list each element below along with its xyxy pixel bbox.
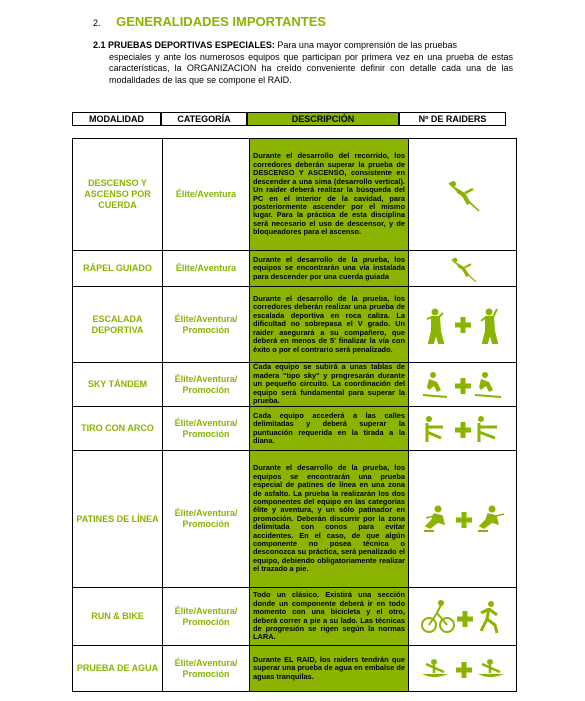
categoria-cell: Élite/Aventura/ Promoción [163, 287, 250, 363]
subsection-title: PRUEBAS DEPORTIVAS ESPECIALES: [108, 40, 275, 50]
table-row [73, 139, 517, 251]
descripcion-cell: Durante el desarrollo de la prueba, los equipos se encontrarán una prueba especial de patines de línea en una zona de asfalto. La prueba la realizarán los dos componentes del equipo en las categorías élite y aventura, y un sólo patinador en promoción. Deberán discurrir por la zona delimitada con conos para evitar accidentes. En el caso, de que algún componente no posea técnica o desconozca su práctica, será penalizado el equipo, debiendo obligatoriamente realizar el trazado a pie. [253, 463, 405, 574]
archers-pair-icon [421, 414, 505, 444]
table-header [72, 112, 506, 126]
rope-climber-icon [447, 253, 479, 285]
categoria-cell: Élite/Aventura [163, 139, 250, 251]
descripcion-cell: Cada equipo se subirá a unas tablas de madera "tipo sky" y progresarán durante un pequeño circuito. La coordinación del equipo será fundamental para superar la prueba. [253, 362, 405, 406]
table-row [73, 363, 517, 407]
modalidad-cell: SKY TÁNDEM [73, 363, 163, 407]
table-row [73, 251, 517, 287]
skiers-pair-icon [421, 370, 505, 400]
modalidad-cell: TIRO CON ARCO [73, 407, 163, 451]
section-heading [93, 14, 326, 29]
subsection-intro [93, 40, 513, 86]
climbers-pair-icon [423, 305, 503, 345]
table-row [73, 287, 517, 363]
paddlers-pair-icon [420, 656, 506, 682]
rope-climber-icon [443, 175, 483, 215]
modalidad-cell: PRUEBA DE AGUA [73, 646, 163, 692]
subsection-number: 2.1 [93, 40, 106, 50]
categoria-cell: Élite/Aventura/ Promoción [163, 451, 250, 588]
table-row [73, 451, 517, 588]
descripcion-cell: Durante EL RAID, los raiders tendrán que superar una prueba de agua en embalse de aguas tranquilas. [253, 654, 405, 681]
skaters-pair-icon [420, 504, 506, 534]
categoria-cell: Élite/Aventura/ Promoción [163, 588, 250, 646]
modalidad-cell: RÁPEL GUIADO [73, 251, 163, 287]
table-row [73, 407, 517, 451]
modalidad-cell: DESCENSO Y ASCENSO POR CUERDA [73, 139, 163, 251]
categoria-cell: Élite/Aventura/ Promoción [163, 646, 250, 692]
descripcion-cell: Todo un clásico. Existirá una sección donde un componente deberá ir en todo momento con una bicicleta y el otro, deberá correr a pie a su lado. Las técnicas de progresión se rigen según la normas LARA. [253, 590, 405, 642]
header-categoria: CATEGORÍA [161, 112, 247, 126]
subsection-text-1: Para una mayor comprensión de las pruebas [277, 40, 458, 50]
subsection-text-2: especiales y ante los numerosos equipos que participan por primera vez en una prueba de estas características, la ORGANIZACION ha creído conveniente definir con detalle cada una de las modalidades de las que se compone el RAID. [109, 51, 513, 85]
section-number: 2. [93, 18, 101, 28]
descripcion-cell: Durante el desarrollo de la prueba, los equipos se encontrarán una vía instalada para descender por una cuerda guiada [253, 254, 405, 281]
bike-runner-icon [421, 599, 505, 635]
modalidad-cell: RUN & BIKE [73, 588, 163, 646]
categoria-cell: Élite/Aventura/ Promoción [163, 363, 250, 407]
modalidad-cell: PATINES DE LÍNEA [73, 451, 163, 588]
descripcion-cell: Durante el desarrollo de la prueba, los corredores deberán realizar una prueba de escalada deportiva en roca caliza. La dificultad no sobrepasa el V grado. Un raider asegurará a su compañero, que deberá en menos de 5' finalizar la vía con éxito o por el contrario será penalizado. [253, 294, 405, 354]
categoria-cell: Élite/Aventura/ Promoción [163, 407, 250, 451]
header-descripcion: DESCRIPCIÓN [247, 112, 399, 126]
header-modalidad: MODALIDAD [72, 112, 161, 126]
section-title: GENERALIDADES IMPORTANTES [116, 14, 327, 29]
table-row [73, 646, 517, 692]
categoria-cell: Élite/Aventura [163, 251, 250, 287]
modalities-table [72, 138, 517, 692]
table-row [73, 588, 517, 646]
header-raiders: Nº DE RAIDERS [399, 112, 506, 126]
descripcion-cell: Durante el desarrollo del recorrido, los corredores deberán superar la prueba de DESCENSO Y ASCENSO, consistente en descender a una sima (desarrollo vertical). Un raider deberá realizar la búsqueda del PC en el interior de la cavidad, para posteriormente ascender por el mismo lugar. Para la práctica de esta disciplina será necesario el uso de descensor, y de bloqueadores para el ascenso. [253, 151, 405, 237]
modalidad-cell: ESCALADA DEPORTIVA [73, 287, 163, 363]
descripcion-cell: Cada equipo accederá a las calles delimitadas y deberá superar la puntuación requerida en la tirada a la diana. [253, 410, 405, 445]
